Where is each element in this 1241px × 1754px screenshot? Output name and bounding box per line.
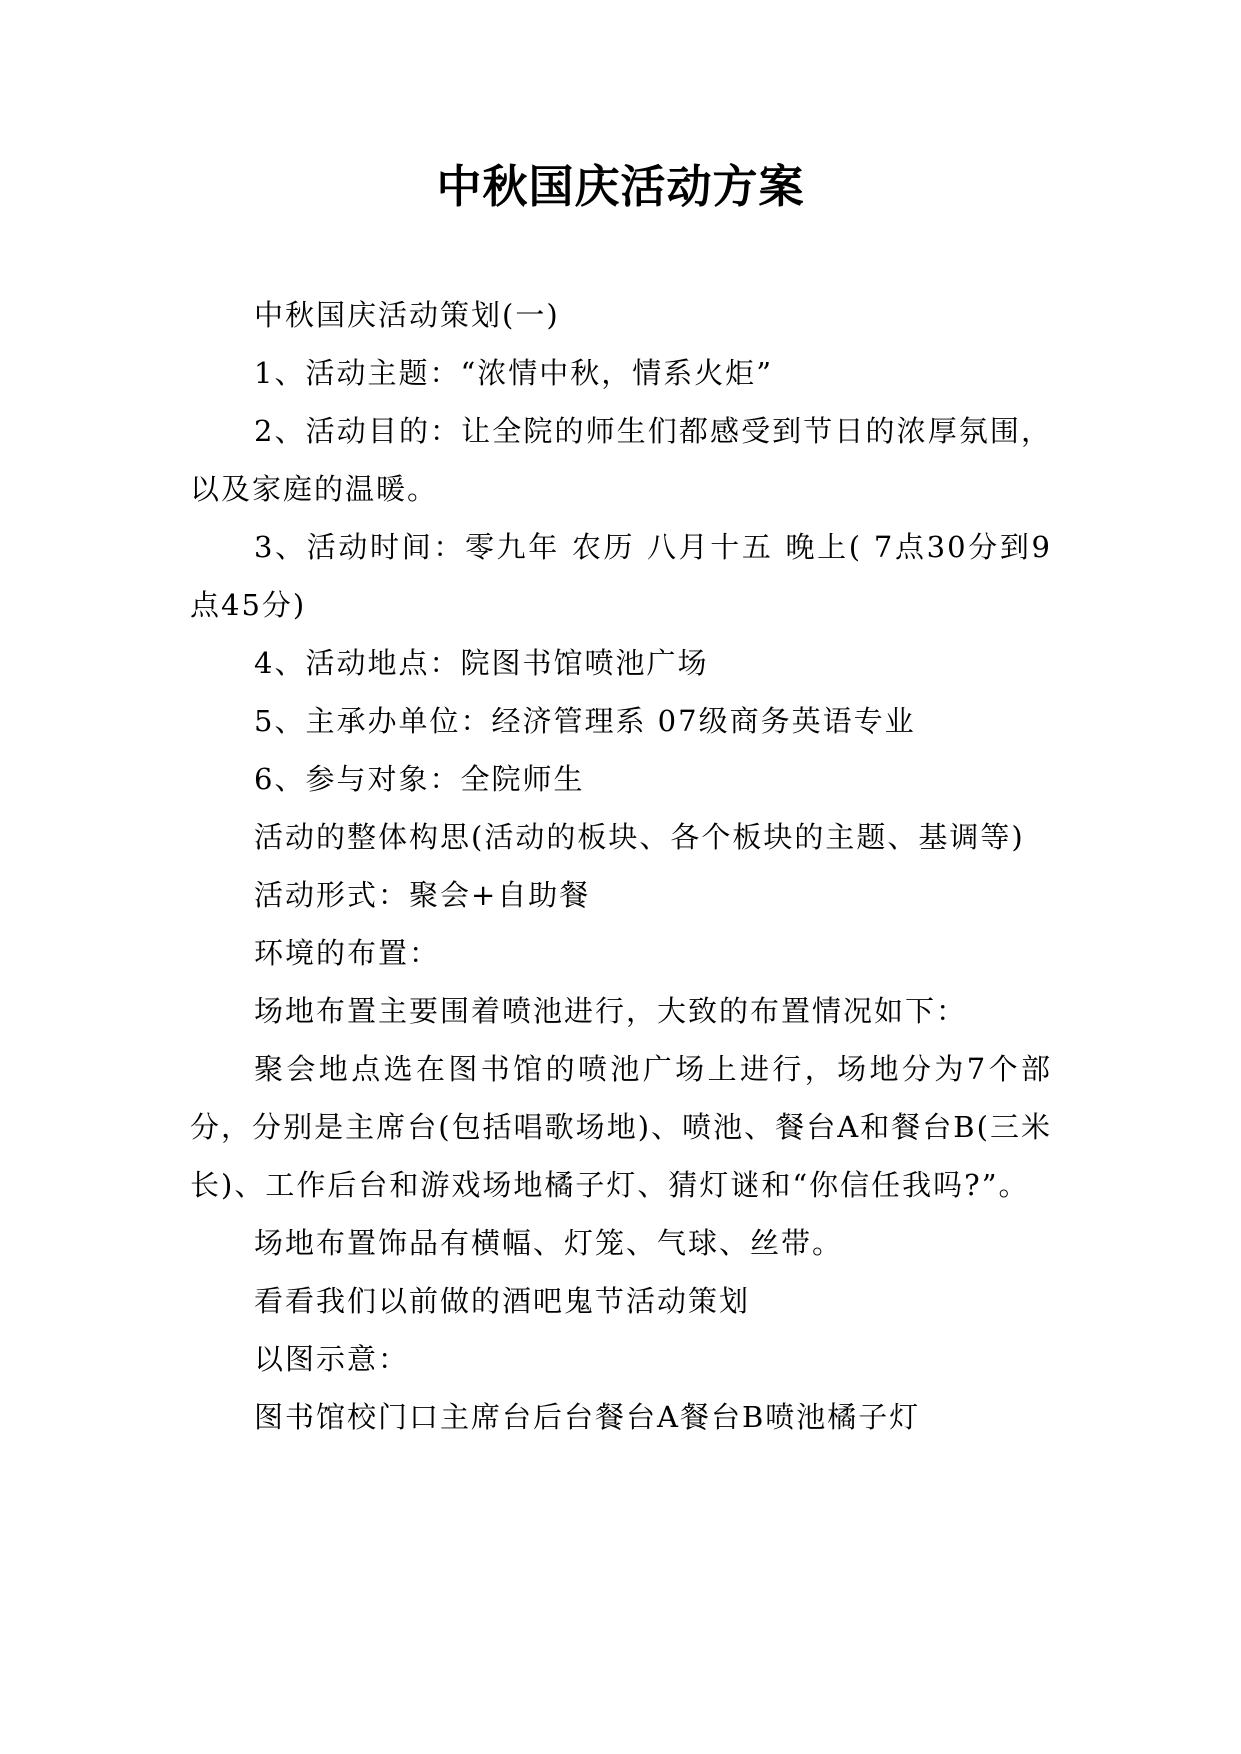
paragraph-overall-concept: 活动的整体构思(活动的板块、各个板块的主题、基调等) xyxy=(254,820,1025,854)
paragraph-heading-plan-one: 中秋国庆活动策划(一) xyxy=(254,298,560,332)
paragraph-organizer: 5、主承办单位：经济管理系 07级商务英语专业 xyxy=(254,704,916,738)
paragraph-previous-plan: 看看我们以前做的酒吧鬼节活动策划 xyxy=(254,1284,751,1318)
paragraph-venue-layout: 场地布置主要围着喷池进行，大致的布置情况如下： xyxy=(254,994,968,1028)
paragraph-theme: 1、活动主题：“浓情中秋，情系火炬” xyxy=(254,356,774,390)
paragraph-purpose: 2、活动目的：让全院的师生们都感受到节日的浓厚氛围，以及家庭的温暖。 xyxy=(190,414,1052,506)
paragraph-activity-form: 活动形式：聚会+自助餐 xyxy=(254,878,591,912)
document-title: 中秋国庆活动方案 xyxy=(436,160,805,213)
paragraph-venue-details: 聚会地点选在图书馆的喷池广场上进行，场地分为7个部分，分别是主席台(包括唱歌场地)、喷池、餐台A和餐台B(三米长)、工作后台和游戏场地橘子灯、猜灯谜和“你信任我吗?”。 xyxy=(190,1052,1052,1202)
paragraph-diagram-labels: 图书馆校门口主席台后台餐台A餐台B喷池橘子灯 xyxy=(254,1400,921,1434)
document-body xyxy=(190,286,1052,1446)
paragraph-location: 4、活动地点：院图书馆喷池广场 xyxy=(254,646,709,680)
paragraph-time: 3、活动时间：零九年 农历 八月十五 晚上( 7点30分到9点45分) xyxy=(190,530,1052,622)
paragraph-decorations: 场地布置饰品有横幅、灯笼、气球、丝带。 xyxy=(254,1226,844,1260)
paragraph-participants: 6、参与对象：全院师生 xyxy=(254,762,585,796)
paragraph-environment-heading: 环境的布置： xyxy=(254,936,441,970)
paragraph-diagram-intro: 以图示意： xyxy=(254,1342,410,1376)
